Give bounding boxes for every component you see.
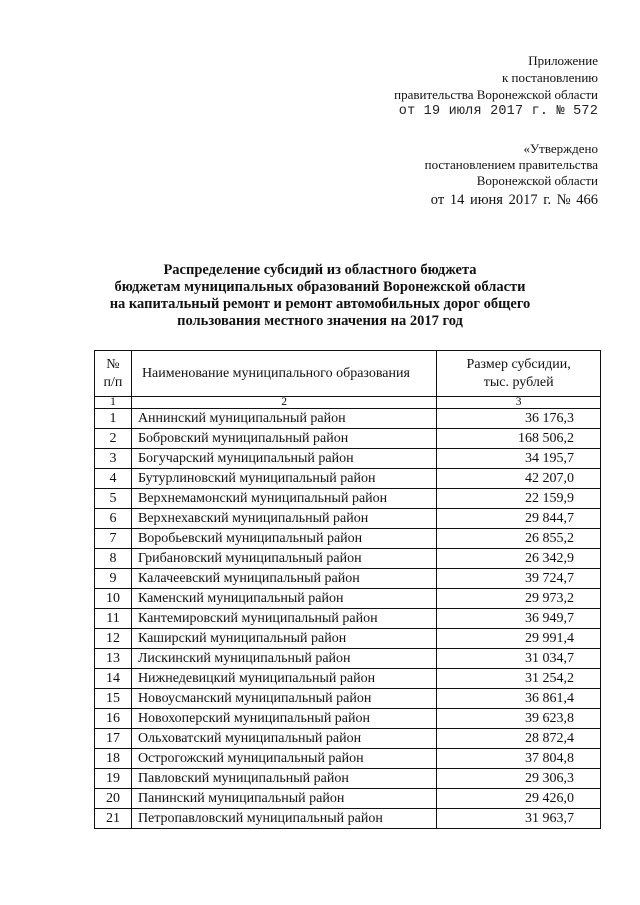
table-row xyxy=(95,569,601,589)
row-subsidy-amount: 37 804,8 xyxy=(437,749,601,769)
appendix-issuer: правительства Воронежской области xyxy=(394,87,598,102)
row-subsidy-amount: 29 306,3 xyxy=(437,769,601,789)
document-title xyxy=(60,262,580,330)
row-number: 4 xyxy=(95,469,132,489)
header-amount xyxy=(437,351,601,397)
row-municipality-name: Воробьевский муниципальный район xyxy=(131,529,436,549)
row-subsidy-amount: 42 207,0 xyxy=(437,469,601,489)
approved-label: «Утверждено xyxy=(523,141,598,156)
appendix-resolution-date: от 19 июля 2017 г. № 572 xyxy=(398,104,598,119)
approved-resolution-date: от 14 июня 2017 г. № 466 xyxy=(430,192,598,208)
row-number: 2 xyxy=(95,429,132,449)
row-subsidy-amount: 26 855,2 xyxy=(437,529,601,549)
row-subsidy-amount: 168 506,2 xyxy=(437,429,601,449)
row-number: 9 xyxy=(95,569,132,589)
row-municipality-name: Богучарский муниципальный район xyxy=(131,449,436,469)
row-municipality-name: Кантемировский муниципальный район xyxy=(131,609,436,629)
row-municipality-name: Павловский муниципальный район xyxy=(131,769,436,789)
row-number: 19 xyxy=(95,769,132,789)
row-subsidy-amount: 22 159,9 xyxy=(437,489,601,509)
row-number: 5 xyxy=(95,489,132,509)
row-municipality-name: Новохоперский муниципальный район xyxy=(131,709,436,729)
row-number: 3 xyxy=(95,449,132,469)
row-municipality-name: Верхнемамонский муниципальный район xyxy=(131,489,436,509)
row-subsidy-amount: 39 724,7 xyxy=(437,569,601,589)
row-subsidy-amount: 26 342,9 xyxy=(437,549,601,569)
row-municipality-name: Петропавловский муниципальный район xyxy=(131,809,436,829)
header-number-abbr: п/п xyxy=(103,374,123,390)
row-municipality-name: Каменский муниципальный район xyxy=(131,589,436,609)
column-number: 1 xyxy=(95,397,132,409)
row-number: 20 xyxy=(95,789,132,809)
appendix-label: Приложение xyxy=(528,53,598,68)
table-row xyxy=(95,689,601,709)
subsidies-table xyxy=(94,350,601,829)
table-row xyxy=(95,489,601,509)
row-number: 13 xyxy=(95,649,132,669)
table-row xyxy=(95,469,601,489)
column-number: 3 xyxy=(437,397,601,409)
header-number xyxy=(95,351,132,397)
header-amount-unit: тыс. рублей xyxy=(483,374,554,390)
row-subsidy-amount: 31 034,7 xyxy=(437,649,601,669)
row-number: 16 xyxy=(95,709,132,729)
title-line: пользования местного значения на 2017 год xyxy=(177,313,463,329)
title-line: Распределение субсидий из областного бюджета xyxy=(163,262,477,278)
row-municipality-name: Острогожский муниципальный район xyxy=(131,749,436,769)
title-line: бюджетам муниципальных образований Воронежской области xyxy=(114,279,526,295)
row-subsidy-amount: 29 973,2 xyxy=(437,589,601,609)
row-number: 1 xyxy=(95,409,132,429)
row-municipality-name: Бобровский муниципальный район xyxy=(131,429,436,449)
table-row xyxy=(95,609,601,629)
row-municipality-name: Каширский муниципальный район xyxy=(131,629,436,649)
row-subsidy-amount: 36 949,7 xyxy=(437,609,601,629)
row-subsidy-amount: 34 195,7 xyxy=(437,449,601,469)
table-row xyxy=(95,549,601,569)
table-row xyxy=(95,589,601,609)
table-row xyxy=(95,409,601,429)
approved-issuer: Воронежской области xyxy=(476,173,598,188)
table-row xyxy=(95,669,601,689)
table-row xyxy=(95,789,601,809)
header-number-sign: № xyxy=(106,356,120,372)
row-number: 7 xyxy=(95,529,132,549)
row-number: 8 xyxy=(95,549,132,569)
row-number: 18 xyxy=(95,749,132,769)
row-subsidy-amount: 29 426,0 xyxy=(437,789,601,809)
column-numbers-row xyxy=(95,397,601,409)
row-subsidy-amount: 39 623,8 xyxy=(437,709,601,729)
table-row xyxy=(95,769,601,789)
table-row xyxy=(95,809,601,829)
approved-by-resolution: постановлением правительства xyxy=(424,157,598,172)
row-municipality-name: Нижнедевицкий муниципальный район xyxy=(131,669,436,689)
row-municipality-name: Грибановский муниципальный район xyxy=(131,549,436,569)
header-amount-title: Размер субсидии, xyxy=(466,356,571,372)
row-number: 15 xyxy=(95,689,132,709)
row-subsidy-amount: 36 861,4 xyxy=(437,689,601,709)
table-row xyxy=(95,509,601,529)
table-row xyxy=(95,729,601,749)
appendix-block xyxy=(394,52,598,120)
row-subsidy-amount: 31 963,7 xyxy=(437,809,601,829)
row-municipality-name: Верхнехавский муниципальный район xyxy=(131,509,436,529)
row-municipality-name: Новоусманский муниципальный район xyxy=(131,689,436,709)
row-municipality-name: Калачеевский муниципальный район xyxy=(131,569,436,589)
table-header-row xyxy=(95,351,601,397)
row-number: 6 xyxy=(95,509,132,529)
header-name: Наименование муниципального образования xyxy=(131,351,436,397)
row-number: 14 xyxy=(95,669,132,689)
row-number: 21 xyxy=(95,809,132,829)
title-line: на капитальный ремонт и ремонт автомобильных дорог общего xyxy=(109,296,531,312)
row-number: 11 xyxy=(95,609,132,629)
row-municipality-name: Лискинский муниципальный район xyxy=(131,649,436,669)
row-number: 10 xyxy=(95,589,132,609)
row-municipality-name: Ольховатский муниципальный район xyxy=(131,729,436,749)
row-municipality-name: Аннинский муниципальный район xyxy=(131,409,436,429)
row-number: 12 xyxy=(95,629,132,649)
row-municipality-name: Бутурлиновский муниципальный район xyxy=(131,469,436,489)
table-row xyxy=(95,429,601,449)
row-subsidy-amount: 36 176,3 xyxy=(437,409,601,429)
appendix-to-resolution: к постановлению xyxy=(501,70,598,85)
approved-block xyxy=(425,141,598,208)
table-row xyxy=(95,449,601,469)
row-subsidy-amount: 29 991,4 xyxy=(437,629,601,649)
row-subsidy-amount: 29 844,7 xyxy=(437,509,601,529)
row-subsidy-amount: 31 254,2 xyxy=(437,669,601,689)
table-row xyxy=(95,649,601,669)
table-body xyxy=(95,409,601,829)
table-row xyxy=(95,529,601,549)
table-row xyxy=(95,709,601,729)
column-number: 2 xyxy=(131,397,436,409)
table-row xyxy=(95,629,601,649)
row-number: 17 xyxy=(95,729,132,749)
row-subsidy-amount: 28 872,4 xyxy=(437,729,601,749)
table-row xyxy=(95,749,601,769)
row-municipality-name: Панинский муниципальный район xyxy=(131,789,436,809)
